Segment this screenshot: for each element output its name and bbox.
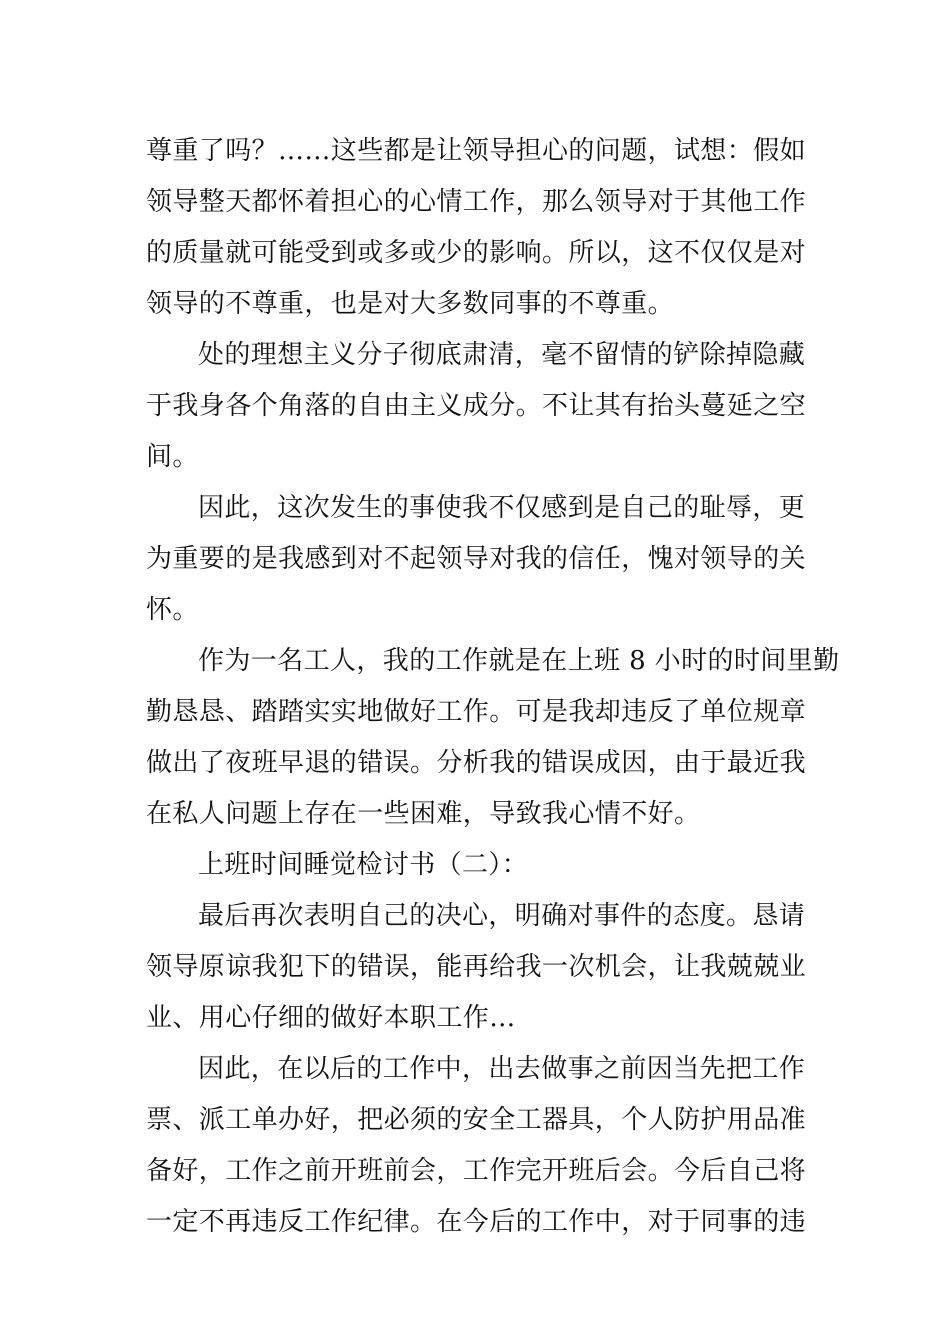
text-line: 尊重了吗？……这些都是让领导担心的问题，试想：假如 [146, 136, 807, 166]
text-line: 怀。 [146, 595, 199, 625]
text-line: 领导整天都怀着担心的心情工作，那么领导对于其他工作 [146, 187, 807, 217]
paragraph-start-line: 处的理想主义分子彻底肃清，毫不留情的铲除掉隐藏 [198, 340, 806, 370]
paragraph-start-line: 最后再次表明自己的决心，明确对事件的态度。恳请 [198, 901, 806, 931]
body-text [146, 126, 840, 1248]
text-line: 备好，工作之前开班前会，工作完开班后会。今后自己将 [146, 1156, 807, 1186]
text-line: 的质量就可能受到或多或少的影响。所以，这不仅仅是对 [146, 238, 807, 268]
text-line: 一定不再违反工作纪律。在今后的工作中，对于同事的违 [146, 1207, 807, 1237]
text-line: 在私人问题上存在一些困难，导致我心情不好。 [146, 799, 701, 829]
text-line: 为重要的是我感到对不起领导对我的信任，愧对领导的关 [146, 544, 807, 574]
text-line: 勤恳恳、踏踏实实地做好工作。可是我却违反了单位规章 [146, 697, 807, 727]
paragraph-start-line: 作为一名工人，我的工作就是在上班 8 小时的时间里勤 [198, 646, 840, 676]
text-line: 做出了夜班早退的错误。分析我的错误成因，由于最近我 [146, 748, 807, 778]
text-line: 于我身各个角落的自由主义成分。不让其有抬头蔓延之空 [146, 391, 807, 421]
text-line: 票、派工单办好，把必须的安全工器具，个人防护用品准 [146, 1105, 807, 1135]
paragraph-start-line: 因此，在以后的工作中，出去做事之前因当先把工作 [198, 1054, 806, 1084]
text-line: 领导的不尊重，也是对大多数同事的不尊重。 [146, 289, 675, 319]
text-line: 业、用心仔细的做好本职工作… [146, 1003, 516, 1033]
text-line: 领导原谅我犯下的错误，能再给我一次机会，让我兢兢业 [146, 952, 807, 982]
text-line: 间。 [146, 442, 199, 472]
section-heading: 上班时间睡觉检讨书（二）： [198, 850, 529, 880]
paragraph-start-line: 因此，这次发生的事使我不仅感到是自己的耻辱，更 [198, 493, 806, 523]
